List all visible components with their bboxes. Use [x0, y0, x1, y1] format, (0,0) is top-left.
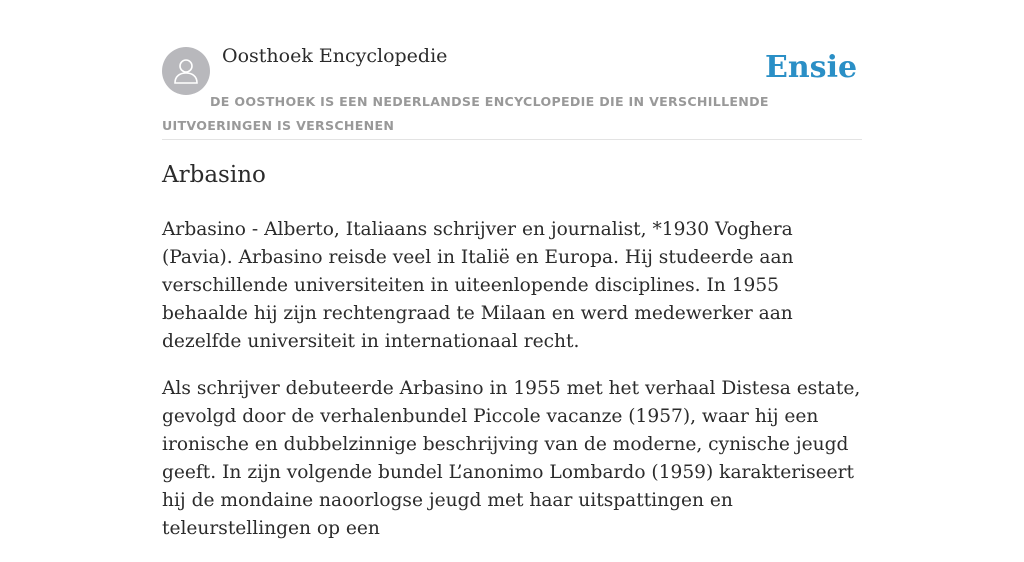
site-title[interactable]: Oosthoek Encyclopedie	[222, 45, 448, 67]
article-paragraph: Arbasino - Alberto, Italiaans schrijver en journalist, *1930 Voghera (Pavia). Arbasino reisde veel in Italië en Europa. Hij studeerde aan verschillende universiteiten in uiteenlopende disciplines. In 1955 behaalde hij zijn rechtengraad te Milaan en werd medewerker aan dezelfde universiteit in internationaal recht.	[162, 219, 794, 352]
header-divider	[162, 139, 862, 140]
user-icon	[171, 56, 201, 86]
avatar[interactable]	[162, 47, 210, 95]
site-tagline: DE OOSTHOEK IS EEN NEDERLANDSE ENCYCLOPEDIE DIE IN VERSCHILLENDE UITVOERINGEN IS VERSCHENEN	[162, 94, 769, 133]
article-paragraph: Als schrijver debuteerde Arbasino in 1955 met het verhaal Distesa estate, gevolgd door de verhalenbundel Piccole vacanze (1957), waar hij een ironische en dubbelzinnige beschrijving van de moderne, cynische jeugd geeft. In zijn volgende bundel L’anonimo Lombardo (1959) karakteriseert hij de mondaine naoorlogse jeugd met haar uitspattingen en teleurstellingen op een	[162, 378, 861, 539]
ensie-logo[interactable]: Ensie	[765, 50, 858, 85]
article-body	[162, 216, 862, 562]
article-title: Arbasino	[162, 162, 266, 188]
